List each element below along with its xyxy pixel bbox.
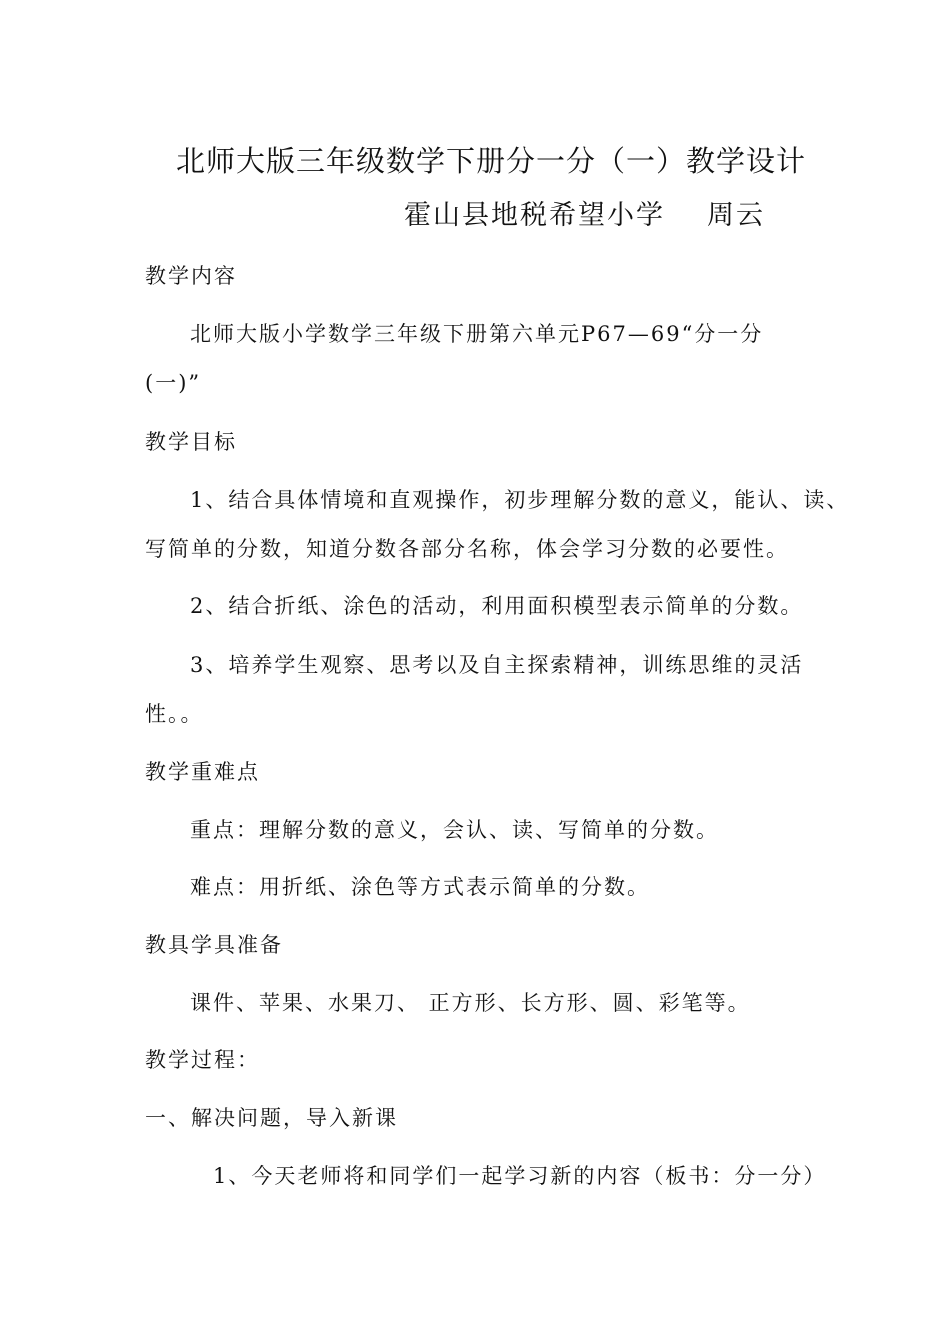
- section-heading-goals: 教学目标: [145, 430, 237, 454]
- author-name: 周云: [707, 200, 765, 231]
- tools-line: 课件、苹果、水果刀、 正方形、长方形、圆、彩笔等。: [190, 991, 751, 1015]
- section-heading-content: 教学内容: [145, 264, 237, 288]
- goal-2: 2、结合折纸、涂色的活动，利用面积模型表示简单的分数。: [190, 594, 804, 618]
- goal-1-line1: 1、结合具体情境和直观操作，初步理解分数的意义，能认、读、: [190, 488, 850, 512]
- document-title: 北师大版三年级数学下册分一分（一）教学设计: [176, 144, 807, 178]
- author-line: [404, 199, 765, 233]
- goal-3-line1: 3、培养学生观察、思考以及自主探索精神，训练思维的灵活: [190, 653, 804, 677]
- goal-1-line2: 写简单的分数，知道分数各部分名称，体会学习分数的必要性。: [145, 537, 789, 561]
- step-1-heading: 一、解决问题，导入新课: [145, 1106, 398, 1130]
- keypoint-line: 重点：理解分数的意义，会认、读、写简单的分数。: [190, 818, 719, 842]
- section-heading-tools: 教具学具准备: [145, 933, 283, 957]
- section-heading-keypoints: 教学重难点: [145, 760, 260, 784]
- content-paragraph-line2: (一)”: [145, 371, 202, 395]
- content-paragraph-line1: 北师大版小学数学三年级下册第六单元P67—69“分一分: [190, 322, 764, 346]
- difficulty-line: 难点：用折纸、涂色等方式表示简单的分数。: [190, 875, 650, 899]
- section-heading-process: 教学过程：: [145, 1048, 260, 1072]
- author-school: 霍山县地税希望小学: [404, 200, 665, 231]
- step-1-item-1: 1、今天老师将和同学们一起学习新的内容（板书：分一分）: [213, 1164, 827, 1188]
- goal-3-line2: 性。。: [145, 702, 204, 726]
